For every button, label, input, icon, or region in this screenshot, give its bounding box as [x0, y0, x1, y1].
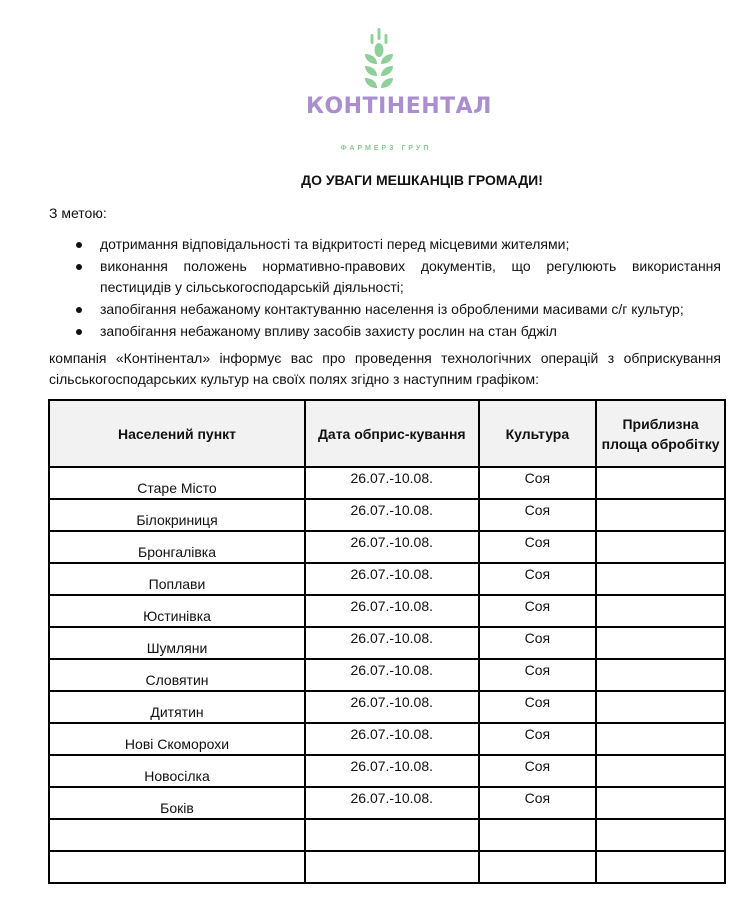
cell-crop: Соя — [479, 499, 597, 531]
cell-date: 26.07.-10.08. — [305, 595, 479, 627]
table-row — [49, 691, 725, 723]
cell-place: Нові Скоморохи — [49, 723, 305, 755]
cell-place — [49, 819, 305, 851]
list-item: запобігання небажаному впливу засобів захисту рослин на стан бджіл — [73, 321, 721, 342]
list-item: дотримання відповідальності та відкритості перед місцевими жителями; — [73, 234, 721, 255]
cell-area — [596, 499, 725, 531]
company-logo — [300, 24, 492, 152]
cell-place: Білокриниця — [49, 499, 305, 531]
cell-date: 26.07.-10.08. — [305, 627, 479, 659]
cell-crop: Соя — [479, 723, 597, 755]
cell-date: 26.07.-10.08. — [305, 723, 479, 755]
table-row — [49, 787, 725, 819]
cell-area — [596, 819, 725, 851]
table-header-row — [49, 400, 725, 467]
cell-crop: Соя — [479, 787, 597, 819]
cell-area — [596, 467, 725, 499]
cell-place: Дитятин — [49, 691, 305, 723]
cell-place: Словятин — [49, 659, 305, 691]
cell-date — [305, 819, 479, 851]
cell-date: 26.07.-10.08. — [305, 499, 479, 531]
header-area: Приблизна площа обробітку — [596, 400, 725, 467]
table-row — [49, 563, 725, 595]
cell-date: 26.07.-10.08. — [305, 787, 479, 819]
cell-crop: Соя — [479, 563, 597, 595]
cell-crop: Соя — [479, 467, 597, 499]
cell-date: 26.07.-10.08. — [305, 531, 479, 563]
logo-name: КОНТІНЕНТАЛ — [306, 94, 492, 119]
cell-area — [596, 787, 725, 819]
cell-place: Шумляни — [49, 627, 305, 659]
cell-area — [596, 531, 725, 563]
cell-area — [596, 627, 725, 659]
intro-text: З метою: — [49, 205, 107, 221]
cell-date: 26.07.-10.08. — [305, 691, 479, 723]
cell-place — [49, 851, 305, 883]
cell-crop — [479, 851, 597, 883]
wheat-icon — [364, 28, 394, 90]
cell-area — [596, 723, 725, 755]
list-item: виконання положень нормативно-правових документів, що регулюють використання пестицидів у сільськогосподарській діяльності; — [73, 256, 721, 298]
cell-place: Поплави — [49, 563, 305, 595]
table-row — [49, 627, 725, 659]
cell-date: 26.07.-10.08. — [305, 467, 479, 499]
table-row — [49, 595, 725, 627]
bullet-icon — [76, 329, 82, 335]
cell-place: Старе Місто — [49, 467, 305, 499]
table-row — [49, 723, 725, 755]
header-place: Населений пункт — [49, 400, 305, 467]
cell-area — [596, 691, 725, 723]
cell-area — [596, 595, 725, 627]
header-crop: Культура — [479, 400, 597, 467]
list-item: запобігання небажаному контактуванню населення із обробленими масивами с/г культур; — [73, 299, 721, 320]
cell-crop — [479, 819, 597, 851]
table-row-empty — [49, 851, 725, 883]
spraying-schedule-table — [48, 399, 726, 884]
cell-crop: Соя — [479, 755, 597, 787]
cell-date: 26.07.-10.08. — [305, 755, 479, 787]
cell-date: 26.07.-10.08. — [305, 563, 479, 595]
table-row — [49, 659, 725, 691]
table-row-empty — [49, 819, 725, 851]
header-date: Дата обприс-кування — [305, 400, 479, 467]
cell-crop: Соя — [479, 691, 597, 723]
cell-crop: Соя — [479, 531, 597, 563]
bullet-icon — [76, 307, 82, 313]
bullet-icon — [76, 242, 82, 248]
cell-date: 26.07.-10.08. — [305, 659, 479, 691]
table-row — [49, 531, 725, 563]
cell-crop: Соя — [479, 659, 597, 691]
cell-date — [305, 851, 479, 883]
cell-area — [596, 851, 725, 883]
cell-area — [596, 659, 725, 691]
announcement-paragraph: компанія «Контінентал» інформує вас про проведення технологічних операцій з обприскування сільськогосподарських культур на своїх полях згідно з наступним графіком: — [49, 350, 721, 387]
cell-place: Бронгалівка — [49, 531, 305, 563]
bullet-icon — [76, 264, 82, 270]
table-row — [49, 499, 725, 531]
purpose-list — [73, 234, 721, 343]
logo-subtitle: ФАРМЕРЗ ГРУП — [340, 145, 432, 152]
cell-area — [596, 755, 725, 787]
cell-place: Новосілка — [49, 755, 305, 787]
page-title: ДО УВАГИ МЕШКАНЦІВ ГРОМАДИ! — [301, 172, 543, 188]
cell-area — [596, 563, 725, 595]
cell-place: Боків — [49, 787, 305, 819]
cell-crop: Соя — [479, 595, 597, 627]
table-row — [49, 755, 725, 787]
cell-crop: Соя — [479, 627, 597, 659]
cell-place: Юстинівка — [49, 595, 305, 627]
table-row — [49, 467, 725, 499]
